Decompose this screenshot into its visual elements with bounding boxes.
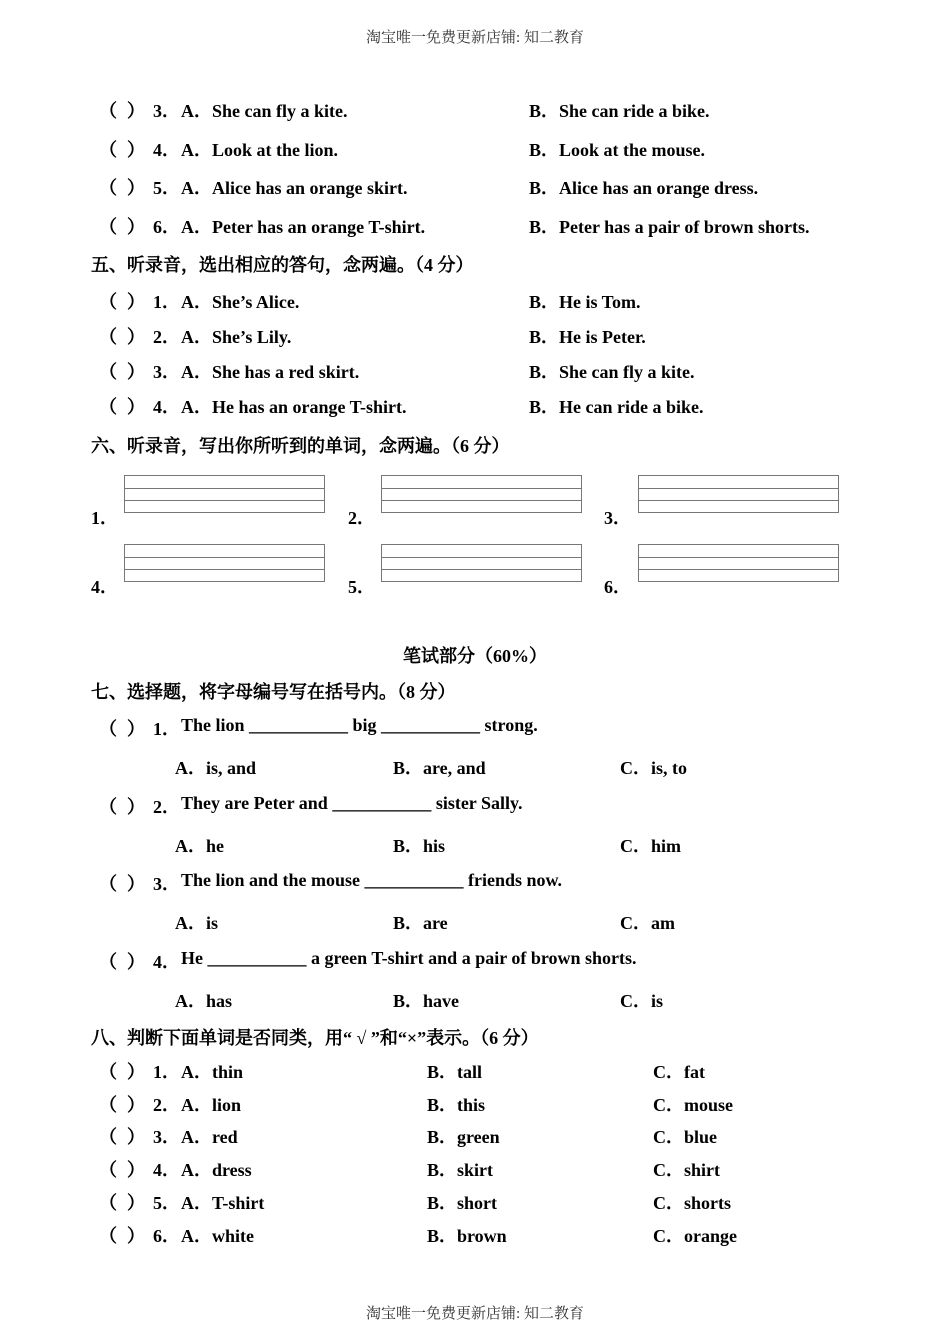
section-title: 八、判断下面单词是否同类，用“ √ ”和“×”表示。（6 分） (91, 1028, 539, 1048)
section-title: 五、听录音，选出相应的答句，念两遍。（4 分） (91, 255, 474, 275)
answer-paren-close: ） (127, 140, 145, 160)
option-b: B．Alice has an orange dress. (529, 178, 759, 198)
option-b: B．Peter has a pair of brown shorts. (529, 217, 810, 237)
question-number: 2． (153, 797, 180, 817)
option-c: C．is, to (620, 758, 687, 778)
section-title: 七、选择题，将字母编号写在括号内。（8 分） (91, 682, 456, 702)
answer-paren-open: （ (99, 719, 117, 739)
option-c: C．is (620, 991, 664, 1011)
option-a: A．She has a red skirt. (181, 362, 360, 382)
blank-label: 4． (91, 577, 118, 597)
question-row (91, 174, 851, 198)
answer-paren-close: ） (127, 1127, 145, 1147)
question-row (91, 393, 851, 417)
options-row (91, 832, 851, 856)
option-b: B．Look at the mouse. (529, 140, 706, 160)
question-row (91, 1058, 851, 1082)
option-a: A．Peter has an orange T-shirt. (181, 217, 426, 237)
question-row (91, 1156, 851, 1180)
question-row (91, 1189, 851, 1213)
question-number: 3． (153, 874, 180, 894)
question-row (91, 715, 851, 739)
options-row (91, 909, 851, 933)
writing-lines[interactable] (124, 475, 325, 513)
answer-paren-close: ） (127, 1095, 145, 1115)
question-number: 4． (153, 1160, 180, 1180)
question-row (91, 870, 851, 894)
answer-paren-open: （ (99, 362, 117, 382)
option-b: B．He is Tom. (529, 292, 641, 312)
option-a: A．She’s Alice. (181, 292, 300, 312)
option-a: A．Look at the lion. (181, 140, 339, 160)
answer-paren-close: ） (127, 101, 145, 121)
question-number: 3． (153, 362, 180, 382)
question-number: 1． (153, 1062, 180, 1082)
question-text: They are Peter and ___________ sister Sally. (181, 793, 523, 813)
question-number: 3． (153, 1127, 180, 1147)
option-b: B．his (393, 836, 446, 856)
answer-paren-open: （ (99, 1193, 117, 1213)
question-number: 4． (153, 397, 180, 417)
option-b: B．have (393, 991, 460, 1011)
option-a: A．he (175, 836, 224, 856)
question-number: 5． (153, 178, 180, 198)
question-number: 1． (153, 719, 180, 739)
question-row (91, 1091, 851, 1115)
option-c: C．him (620, 836, 682, 856)
options-row (91, 987, 851, 1011)
page-footer: 淘宝唯一免费更新店铺: 知二教育 (366, 1306, 584, 1322)
option-b: B．tall (427, 1062, 483, 1082)
answer-paren-open: （ (99, 1226, 117, 1246)
option-c: C．fat (653, 1062, 705, 1082)
option-a: A．has (175, 991, 233, 1011)
option-b: B．are (393, 913, 448, 933)
question-row (91, 1123, 851, 1147)
question-number: 4． (153, 952, 180, 972)
question-row (91, 213, 851, 237)
question-number: 4． (153, 140, 180, 160)
answer-paren-close: ） (127, 327, 145, 347)
answer-paren-close: ） (127, 1193, 145, 1213)
question-row (91, 136, 851, 160)
option-a: A．is, and (175, 758, 257, 778)
answer-paren-close: ） (127, 797, 145, 817)
question-number: 2． (153, 1095, 180, 1115)
answer-paren-open: （ (99, 874, 117, 894)
question-number: 6． (153, 217, 180, 237)
answer-paren-close: ） (127, 292, 145, 312)
option-c: C．blue (653, 1127, 718, 1147)
question-row (91, 323, 851, 347)
answer-paren-close: ） (127, 1226, 145, 1246)
answer-paren-close: ） (127, 1160, 145, 1180)
option-c: C．orange (653, 1226, 737, 1246)
blank-label: 5． (348, 577, 375, 597)
writing-lines[interactable] (638, 475, 839, 513)
question-number: 6． (153, 1226, 180, 1246)
question-text: The lion and the mouse ___________ friends now. (181, 870, 563, 890)
writing-lines[interactable] (381, 544, 582, 582)
option-c: C．am (620, 913, 675, 933)
blank-label: 6． (604, 577, 631, 597)
page-header: 淘宝唯一免费更新店铺: 知二教育 (366, 30, 584, 46)
question-row (91, 793, 851, 817)
question-number: 3． (153, 101, 180, 121)
question-number: 5． (153, 1193, 180, 1213)
answer-paren-open: （ (99, 1160, 117, 1180)
answer-paren-open: （ (99, 952, 117, 972)
question-row (91, 288, 851, 312)
blank-label: 1． (91, 508, 118, 528)
answer-paren-open: （ (99, 101, 117, 121)
question-row (91, 948, 851, 972)
option-c: C．shorts (653, 1193, 732, 1213)
option-a: A．She can fly a kite. (181, 101, 348, 121)
answer-paren-close: ） (127, 362, 145, 382)
answer-paren-close: ） (127, 1062, 145, 1082)
option-a: A．He has an orange T-shirt. (181, 397, 407, 417)
option-a: A．thin (181, 1062, 244, 1082)
answer-paren-close: ） (127, 397, 145, 417)
option-a: A．Alice has an orange skirt. (181, 178, 408, 198)
question-row (91, 1222, 851, 1246)
answer-paren-close: ） (127, 217, 145, 237)
question-row (91, 358, 851, 382)
answer-paren-open: （ (99, 178, 117, 198)
answer-paren-close: ） (127, 874, 145, 894)
answer-paren-open: （ (99, 292, 117, 312)
section-title: 六、听录音，写出你所听到的单词，念两遍。（6 分） (91, 436, 510, 456)
answer-paren-open: （ (99, 797, 117, 817)
option-b: B．short (427, 1193, 498, 1213)
question-number: 1． (153, 292, 180, 312)
option-b: B．She can fly a kite. (529, 362, 695, 382)
option-c: C．shirt (653, 1160, 720, 1180)
option-b: B．He is Peter. (529, 327, 646, 347)
written-part-title: 笔试部分（60%） (403, 646, 547, 666)
blank-label: 3． (604, 508, 631, 528)
answer-paren-open: （ (99, 1095, 117, 1115)
option-b: B．He can ride a bike. (529, 397, 704, 417)
question-row (91, 97, 851, 121)
option-b: B．skirt (427, 1160, 494, 1180)
option-a: A．dress (181, 1160, 252, 1180)
answer-paren-open: （ (99, 327, 117, 347)
answer-paren-close: ） (127, 952, 145, 972)
option-a: A．red (181, 1127, 238, 1147)
answer-paren-open: （ (99, 217, 117, 237)
question-text: He ___________ a green T-shirt and a pair of brown shorts. (181, 948, 637, 968)
option-a: A．T-shirt (181, 1193, 265, 1213)
option-b: B．this (427, 1095, 486, 1115)
options-row (91, 754, 851, 778)
option-b: B．are, and (393, 758, 486, 778)
option-c: C．mouse (653, 1095, 733, 1115)
writing-lines[interactable] (124, 544, 325, 582)
blank-label: 2． (348, 508, 375, 528)
answer-paren-close: ） (127, 719, 145, 739)
answer-paren-open: （ (99, 1127, 117, 1147)
option-b: B．She can ride a bike. (529, 101, 710, 121)
option-a: A．She’s Lily. (181, 327, 292, 347)
writing-lines[interactable] (381, 475, 582, 513)
writing-lines[interactable] (638, 544, 839, 582)
option-a: A．white (181, 1226, 254, 1246)
answer-paren-open: （ (99, 1062, 117, 1082)
answer-paren-open: （ (99, 397, 117, 417)
option-a: A．is (175, 913, 219, 933)
option-b: B．brown (427, 1226, 507, 1246)
option-b: B．green (427, 1127, 500, 1147)
answer-paren-open: （ (99, 140, 117, 160)
option-a: A．lion (181, 1095, 242, 1115)
question-number: 2． (153, 327, 180, 347)
answer-paren-close: ） (127, 178, 145, 198)
question-text: The lion ___________ big ___________ strong. (181, 715, 538, 735)
